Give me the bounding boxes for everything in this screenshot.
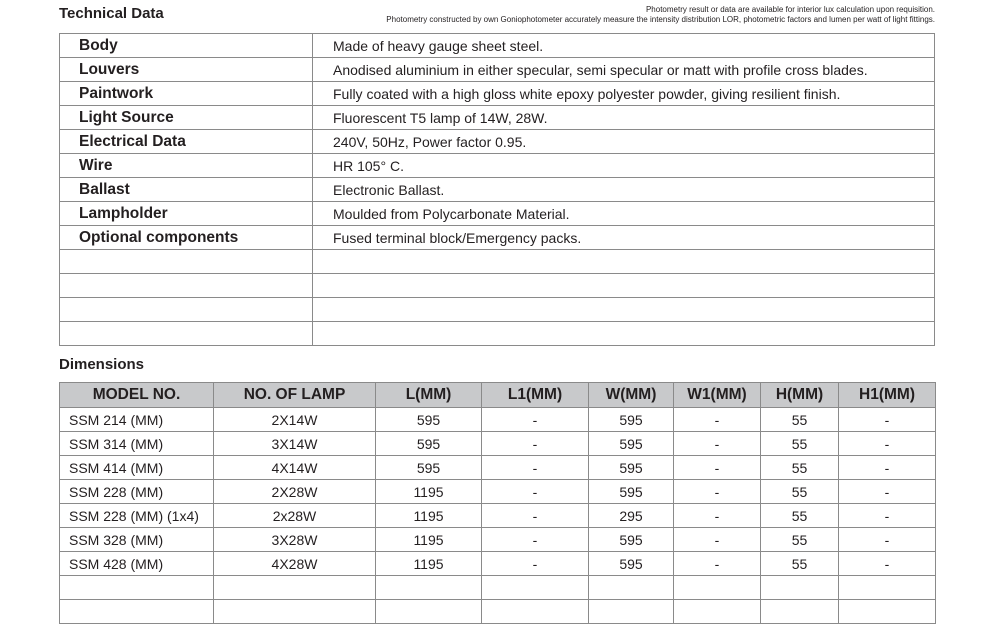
- l1-cell: -: [482, 504, 589, 528]
- empty-cell: [761, 600, 839, 624]
- model-cell: SSM 214 (MM): [60, 408, 214, 432]
- dimensions-title: Dimensions: [59, 356, 145, 373]
- lamp-cell: 3X28W: [214, 528, 376, 552]
- spec-label: Wire: [60, 154, 313, 178]
- w-cell: 595: [589, 480, 674, 504]
- table-row: [60, 226, 935, 250]
- model-cell: SSM 228 (MM) (1x4): [60, 504, 214, 528]
- table-row: [60, 504, 936, 528]
- empty-row: [60, 600, 936, 624]
- l1-cell: -: [482, 552, 589, 576]
- spec-value: Fused terminal block/Emergency packs.: [313, 226, 935, 250]
- lamp-cell: 2X28W: [214, 480, 376, 504]
- spec-label: Ballast: [60, 178, 313, 202]
- spec-value: Moulded from Polycarbonate Material.: [313, 202, 935, 226]
- table-row: [60, 552, 936, 576]
- h-cell: 55: [761, 480, 839, 504]
- h1-cell: -: [839, 552, 936, 576]
- empty-cell: [60, 322, 313, 346]
- spec-value: Made of heavy gauge sheet steel.: [313, 34, 935, 58]
- spec-value: Fluorescent T5 lamp of 14W, 28W.: [313, 106, 935, 130]
- model-cell: SSM 328 (MM): [60, 528, 214, 552]
- lamp-cell: 4X28W: [214, 552, 376, 576]
- empty-cell: [313, 250, 935, 274]
- l-cell: 1195: [376, 528, 482, 552]
- empty-cell: [839, 576, 936, 600]
- technical-data-title: Technical Data: [59, 5, 164, 22]
- table-row: [60, 34, 935, 58]
- table-row: [60, 58, 935, 82]
- table-row: [60, 202, 935, 226]
- spec-value: Anodised aluminium in either specular, semi specular or matt with profile cross blades.: [313, 58, 935, 82]
- empty-row: [60, 274, 935, 298]
- empty-cell: [214, 576, 376, 600]
- l1-cell: -: [482, 456, 589, 480]
- lamp-cell: 2x28W: [214, 504, 376, 528]
- model-cell: SSM 314 (MM): [60, 432, 214, 456]
- empty-cell: [60, 274, 313, 298]
- empty-row: [60, 298, 935, 322]
- l1-cell: -: [482, 432, 589, 456]
- empty-cell: [313, 322, 935, 346]
- table-row: [60, 456, 936, 480]
- dimensions-table: [59, 382, 936, 624]
- column-header-h1: H1(MM): [839, 383, 936, 408]
- spec-label: Louvers: [60, 58, 313, 82]
- lamp-cell: 2X14W: [214, 408, 376, 432]
- lamp-cell: 3X14W: [214, 432, 376, 456]
- table-row: [60, 432, 936, 456]
- spec-label: Optional components: [60, 226, 313, 250]
- w-cell: 595: [589, 552, 674, 576]
- h1-cell: -: [839, 528, 936, 552]
- empty-cell: [482, 600, 589, 624]
- empty-cell: [60, 250, 313, 274]
- column-header-w1: W1(MM): [674, 383, 761, 408]
- table-row: [60, 106, 935, 130]
- h1-cell: -: [839, 480, 936, 504]
- spec-label: Light Source: [60, 106, 313, 130]
- spec-label: Lampholder: [60, 202, 313, 226]
- h1-cell: -: [839, 432, 936, 456]
- l1-cell: -: [482, 528, 589, 552]
- empty-cell: [589, 600, 674, 624]
- h-cell: 55: [761, 456, 839, 480]
- photometry-note: Photometry constructed by own Goniophotometer accurately measure the intensity distribution LOR, photometric factors and lumen per watt of light fittings.: [386, 14, 935, 24]
- lamp-cell: 4X14W: [214, 456, 376, 480]
- model-cell: SSM 428 (MM): [60, 552, 214, 576]
- column-header-h: H(MM): [761, 383, 839, 408]
- empty-cell: [60, 298, 313, 322]
- empty-row: [60, 576, 936, 600]
- w-cell: 595: [589, 408, 674, 432]
- l-cell: 595: [376, 456, 482, 480]
- column-header-model: MODEL NO.: [60, 383, 214, 408]
- table-row: [60, 480, 936, 504]
- spec-label: Paintwork: [60, 82, 313, 106]
- h1-cell: -: [839, 408, 936, 432]
- l-cell: 1195: [376, 504, 482, 528]
- empty-row: [60, 322, 935, 346]
- w1-cell: -: [674, 456, 761, 480]
- empty-cell: [214, 600, 376, 624]
- table-row: [60, 82, 935, 106]
- w-cell: 595: [589, 432, 674, 456]
- h1-cell: -: [839, 456, 936, 480]
- w1-cell: -: [674, 504, 761, 528]
- column-header-l1: L1(MM): [482, 383, 589, 408]
- spec-value: 240V, 50Hz, Power factor 0.95.: [313, 130, 935, 154]
- w1-cell: -: [674, 408, 761, 432]
- model-cell: SSM 414 (MM): [60, 456, 214, 480]
- w1-cell: -: [674, 552, 761, 576]
- spec-value: Electronic Ballast.: [313, 178, 935, 202]
- spec-label: Electrical Data: [60, 130, 313, 154]
- empty-cell: [376, 576, 482, 600]
- l1-cell: -: [482, 408, 589, 432]
- w1-cell: -: [674, 432, 761, 456]
- empty-cell: [313, 298, 935, 322]
- column-header-l: L(MM): [376, 383, 482, 408]
- table-row: [60, 528, 936, 552]
- h-cell: 55: [761, 408, 839, 432]
- photometry-note: Photometry result or data are available for interior lux calculation upon requisition.: [645, 5, 935, 14]
- empty-cell: [60, 600, 214, 624]
- table-row: [60, 154, 935, 178]
- h-cell: 55: [761, 432, 839, 456]
- empty-cell: [674, 576, 761, 600]
- spec-label: Body: [60, 34, 313, 58]
- l-cell: 1195: [376, 480, 482, 504]
- spec-value: Fully coated with a high gloss white epoxy polyester powder, giving resilient finish.: [313, 82, 935, 106]
- w1-cell: -: [674, 528, 761, 552]
- l-cell: 1195: [376, 552, 482, 576]
- w-cell: 595: [589, 456, 674, 480]
- w-cell: 595: [589, 528, 674, 552]
- empty-cell: [839, 600, 936, 624]
- table-header-row: [60, 383, 936, 408]
- h-cell: 55: [761, 552, 839, 576]
- empty-cell: [376, 600, 482, 624]
- technical-data-table: [59, 33, 935, 346]
- spec-value: HR 105° C.: [313, 154, 935, 178]
- l1-cell: -: [482, 480, 589, 504]
- photometry-notes: [386, 5, 935, 24]
- l-cell: 595: [376, 432, 482, 456]
- empty-cell: [761, 576, 839, 600]
- h-cell: 55: [761, 528, 839, 552]
- h1-cell: -: [839, 504, 936, 528]
- table-row: [60, 130, 935, 154]
- w1-cell: -: [674, 480, 761, 504]
- model-cell: SSM 228 (MM): [60, 480, 214, 504]
- table-row: [60, 178, 935, 202]
- empty-cell: [482, 576, 589, 600]
- column-header-lamp: NO. OF LAMP: [214, 383, 376, 408]
- empty-row: [60, 250, 935, 274]
- w-cell: 295: [589, 504, 674, 528]
- column-header-w: W(MM): [589, 383, 674, 408]
- table-row: [60, 408, 936, 432]
- h-cell: 55: [761, 504, 839, 528]
- empty-cell: [313, 274, 935, 298]
- empty-cell: [60, 576, 214, 600]
- empty-cell: [589, 576, 674, 600]
- empty-cell: [674, 600, 761, 624]
- l-cell: 595: [376, 408, 482, 432]
